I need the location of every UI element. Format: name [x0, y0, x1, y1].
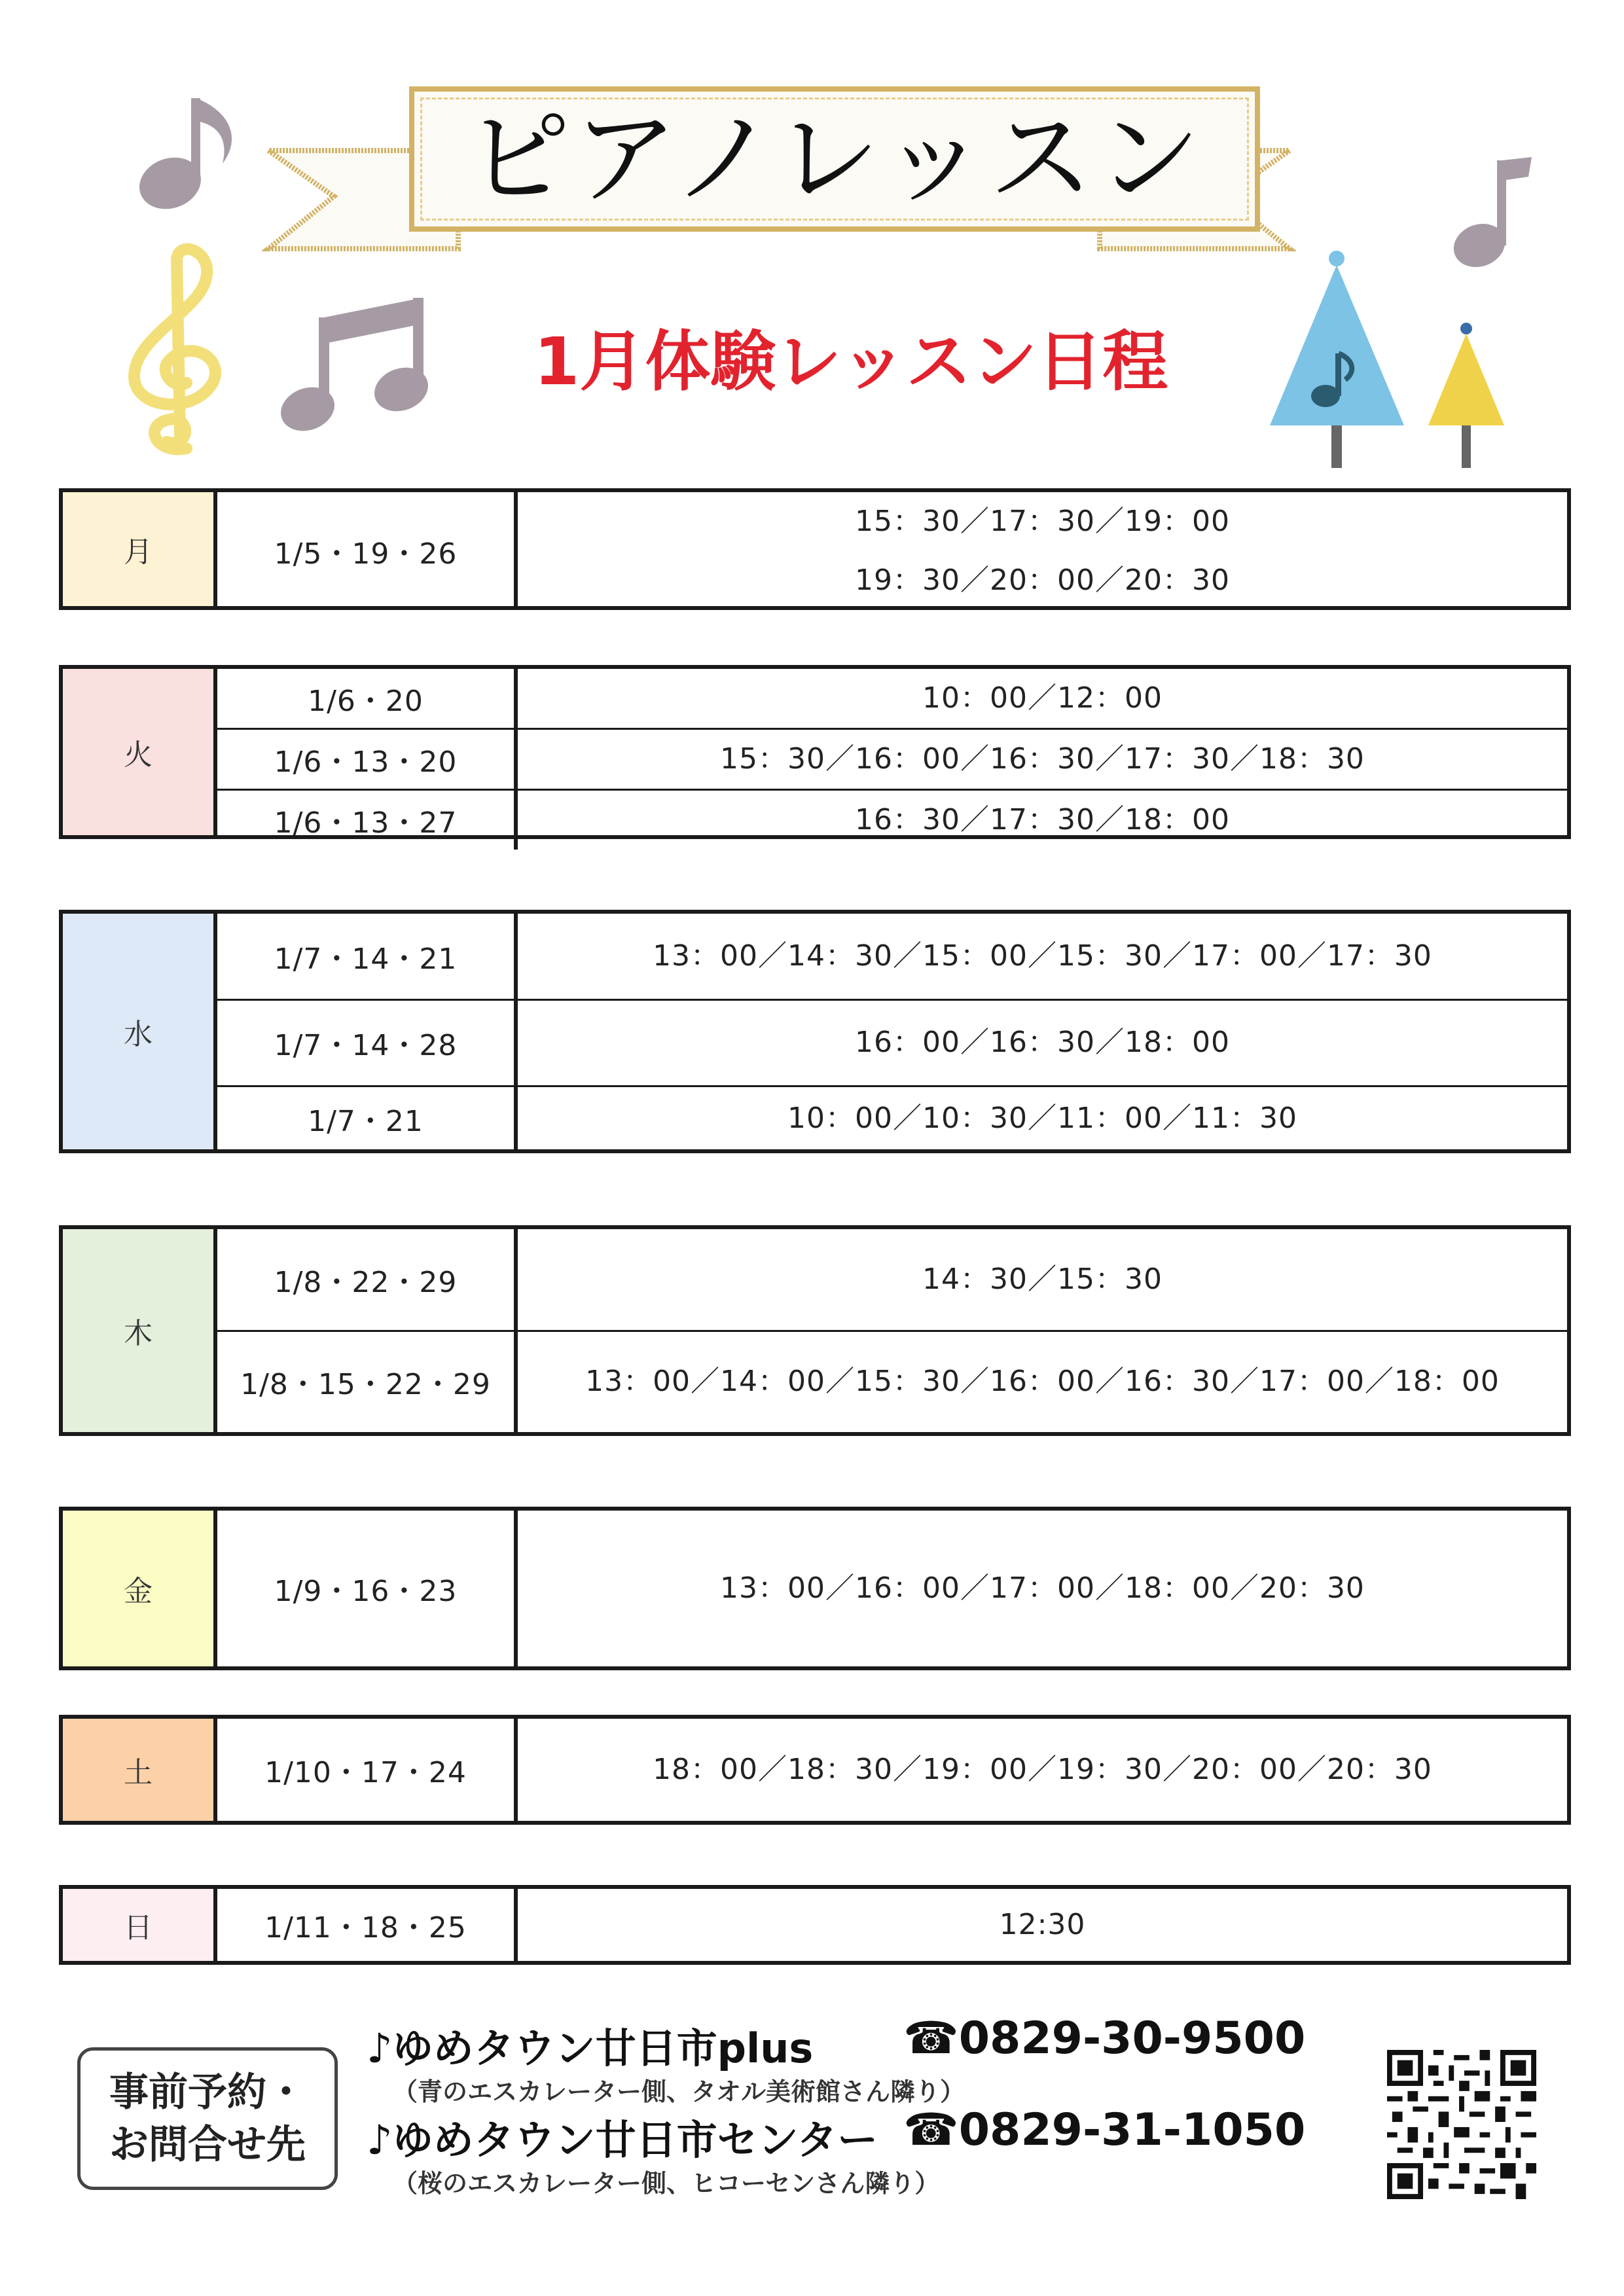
schedule-table-monday	[59, 488, 1571, 610]
day-label: 日	[63, 1889, 217, 1961]
times-cell	[518, 1001, 1567, 1086]
table-row	[217, 789, 1567, 850]
day-label: 水	[63, 914, 217, 1149]
store2-phone[interactable]: ☎0829-31-1050	[903, 2104, 1306, 2156]
tree-icon	[1263, 249, 1414, 471]
dates-cell: 1/6・20	[217, 669, 518, 728]
time-slots: 13：00／14：30／15：00／15：30／17：00／17：30	[653, 939, 1432, 973]
schedule-table-sunday	[59, 1885, 1571, 1965]
time-slots: 19：30／20：00／20：30	[855, 564, 1230, 597]
store2-name: ♪ゆめタウン廿日市センター	[367, 2116, 878, 2164]
schedule-table-thursday	[59, 1225, 1571, 1436]
store1-note: （青のエスカレーター側、タオル美術館さん隣り）	[393, 2077, 965, 2106]
table-row	[217, 999, 1567, 1086]
times-cell	[518, 1332, 1567, 1433]
table-row	[217, 1719, 1567, 1821]
times-cell	[518, 730, 1567, 789]
dates-cell: 1/10・17・24	[217, 1719, 518, 1821]
table-row	[217, 1511, 1567, 1666]
time-slots: 12:30	[999, 1908, 1086, 1941]
times-cell	[518, 1889, 1567, 1961]
eighth-note-icon	[131, 85, 249, 216]
times-cell	[518, 669, 1567, 728]
day-label: 火	[63, 669, 217, 835]
qr-code-icon[interactable]	[1386, 2050, 1537, 2199]
page-title: ピアノレッスン	[465, 97, 1204, 219]
times-cell	[518, 1087, 1567, 1149]
day-label: 木	[63, 1229, 217, 1432]
time-slots: 14：30／15：30	[922, 1262, 1163, 1296]
dates-cell: 1/6・13・20	[217, 730, 518, 789]
time-slots: 15：30／16：00／16：30／17：30／18：30	[720, 742, 1365, 776]
time-slots: 13：00／16：00／17：00／18：00／20：30	[720, 1571, 1365, 1605]
dates-cell: 1/7・14・28	[217, 1001, 518, 1086]
store1-name: ♪ゆめタウン廿日市plus	[367, 2024, 814, 2072]
day-label: 金	[63, 1511, 217, 1666]
dates-cell: 1/11・18・25	[217, 1889, 518, 1961]
contact-label-box	[77, 2047, 338, 2190]
schedule-table-saturday	[59, 1715, 1571, 1825]
time-slots: 13：00／14：00／15：30／16：00／16：30／17：00／18：00	[585, 1365, 1500, 1399]
treble-clef-icon	[115, 239, 239, 461]
store2-note: （桜のエスカレーター側、ヒコーセンさん隣り）	[393, 2169, 940, 2198]
times-cell	[518, 1511, 1567, 1666]
time-slots: 10：00／10：30／11：00／11：30	[787, 1101, 1297, 1135]
schedule-table-tuesday	[59, 665, 1571, 839]
times-cell	[518, 914, 1567, 999]
times-cell	[518, 1229, 1567, 1330]
dates-cell: 1/5・19・26	[217, 492, 518, 610]
table-row	[217, 1330, 1567, 1433]
schedule-table-friday	[59, 1507, 1571, 1670]
table-row	[217, 1889, 1567, 1961]
table-row	[217, 914, 1567, 999]
dates-cell: 1/7・14・21	[217, 914, 518, 999]
time-slots: 10：00／12：00	[922, 681, 1163, 715]
time-slots: 15：30／17：30／19：00	[855, 505, 1230, 538]
dates-cell: 1/8・15・22・29	[217, 1332, 518, 1433]
eighth-note-icon	[1450, 151, 1542, 275]
day-label: 月	[63, 492, 217, 606]
times-cell	[518, 1719, 1567, 1821]
table-row	[217, 669, 1567, 728]
table-row	[217, 728, 1567, 789]
times-cell	[518, 492, 1567, 610]
dates-cell: 1/7・21	[217, 1087, 518, 1149]
contact-label-line2: お問合せ先	[109, 2122, 306, 2168]
dates-cell: 1/6・13・27	[217, 791, 518, 850]
times-cell	[518, 791, 1567, 850]
dates-cell: 1/8・22・29	[217, 1229, 518, 1330]
time-slots: 18：00／18：30／19：00／19：30／20：00／20：30	[653, 1753, 1432, 1786]
schedule-subtitle: 1月体験レッスン日程	[533, 323, 1168, 400]
schedule-table-wednesday	[59, 910, 1571, 1153]
contact-label-line1: 事前予約・	[109, 2070, 306, 2115]
table-row	[217, 1085, 1567, 1149]
tree-icon	[1420, 321, 1512, 471]
time-slots: 16：30／17：30／18：00	[855, 803, 1230, 836]
beamed-notes-icon	[278, 291, 442, 435]
table-row	[217, 1229, 1567, 1330]
time-slots: 16：00／16：30／18：00	[855, 1026, 1230, 1060]
dates-cell: 1/9・16・23	[217, 1511, 518, 1666]
table-row	[217, 492, 1567, 610]
day-label: 土	[63, 1719, 217, 1821]
store1-phone[interactable]: ☎0829-30-9500	[903, 2013, 1306, 2064]
